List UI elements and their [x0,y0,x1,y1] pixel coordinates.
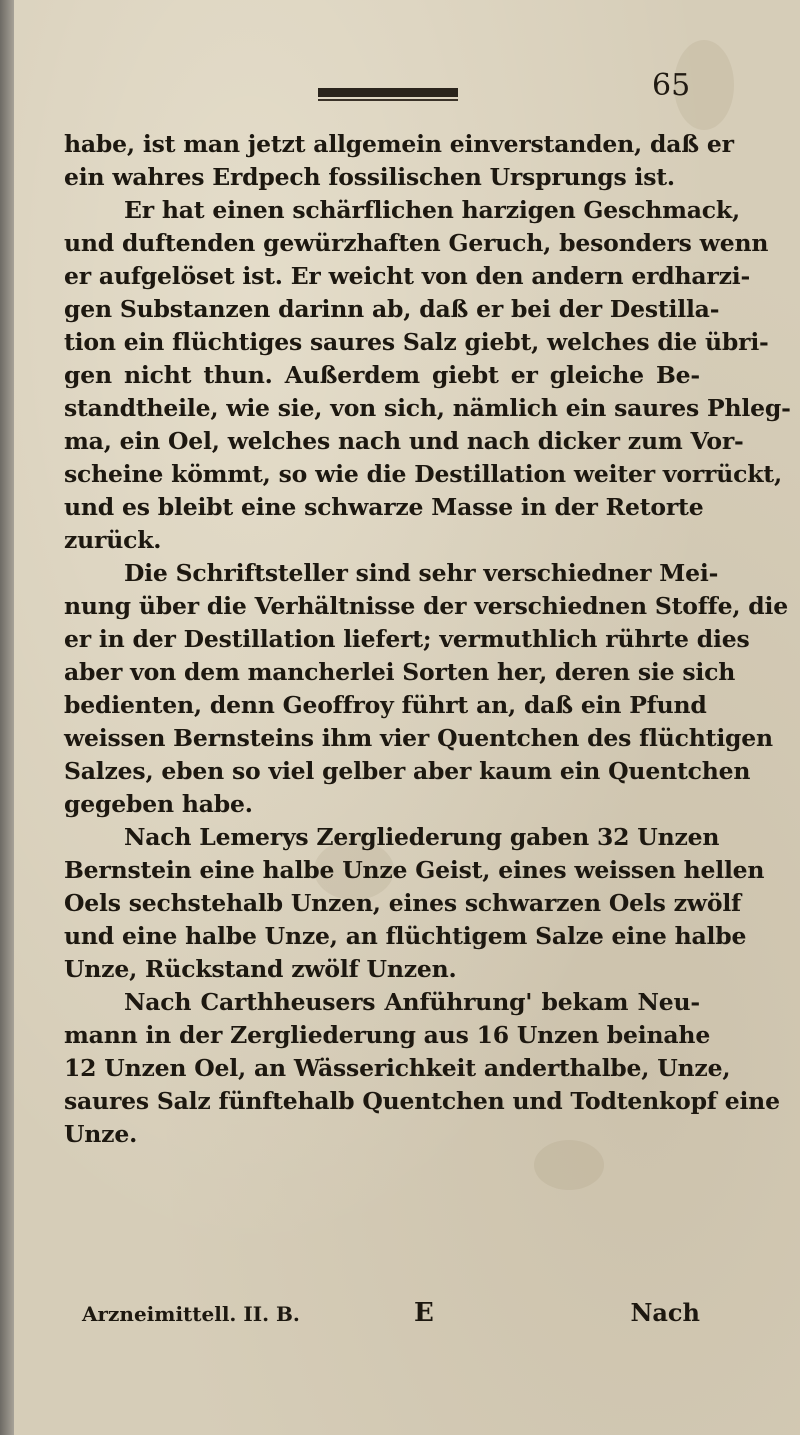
text-line: Die Schriftsteller sind sehr verschiedner Mei- [124,559,719,587]
text-line: tion ein flüchtiges saures Salz giebt, welches die übri- [64,328,769,356]
text-line: gen Substanzen darinn ab, daß er bei der Destilla- [64,295,720,323]
text-line: nung über die Verhältnisse der verschiednen Stoffe, die [64,592,789,620]
text-line: aber von dem mancherlei Sorten her, deren sie sich [64,658,736,686]
text-line: ma, ein Oel, welches nach und nach dicker zum Vor- [64,427,744,455]
text-line: Nach Lemerys Zergliederung gaben 32 Unzen [124,823,720,851]
text-line: Unze. [64,1120,138,1148]
text-line: und eine halbe Unze, an flüchtigem Salze eine halbe [64,922,747,950]
text-line: Salzes, eben so viel gelber aber kaum ein Quentchen [64,757,751,785]
body-text [64,128,791,1151]
text-line: Oels sechstehalb Unzen, eines schwarzen Oels zwölf [64,889,741,917]
text-line: Bernstein eine halbe Unze Geist, eines weissen hellen [64,856,765,884]
catchword: Nach [630,1298,700,1327]
text-line: ein wahres Erdpech fossilischen Ursprungs ist. [64,163,675,191]
text-line: Nach Carthheusers Anführung' bekam Neu- [124,988,700,1016]
text-line: und duftenden gewürzhaften Geruch, besonders wenn [64,229,769,257]
text-line: und es bleibt eine schwarze Masse in der Retorte [64,493,704,521]
text-line: mann in der Zergliederung aus 16 Unzen beinahe [64,1021,711,1049]
text-line: scheine kömmt, so wie die Destillation weiter vorrückt, [64,460,782,488]
text-line: bedienten, denn Geoffroy führt an, daß ein Pfund [64,691,707,719]
text-line: Unze, Rückstand zwölf Unzen. [64,955,457,983]
text-line: Er hat einen schärflichen harzigen Geschmack, [124,196,740,224]
text-line: weissen Bernsteins ihm vier Quentchen des flüchtigen [64,724,773,752]
header-ornament-rule [318,88,458,97]
text-line: er in der Destillation liefert; vermuthlich rührte dies [64,625,750,653]
text-line: zurück. [64,526,162,554]
page-footer [64,1298,700,1332]
text-line: er aufgelöset ist. Er weicht von den andern erdharzi- [64,262,751,290]
text-line: gen nicht thun. Außerdem giebt er gleiche Be- [64,361,700,389]
signature-title: Arzneimittell. II. B. [82,1302,300,1326]
text-line: saures Salz fünftehalb Quentchen und Todtenkopf eine [64,1087,780,1115]
text-line: gegeben habe. [64,790,253,818]
text-line: 12 Unzen Oel, an Wässerichkeit anderthalbe, Unze, [64,1054,731,1082]
page-number: 65 [652,68,691,103]
text-line: habe, ist man jetzt allgemein einverstanden, daß er [64,130,734,158]
signature-mark: E [414,1298,434,1328]
text-line: standtheile, wie sie, von sich, nämlich ein saures Phleg- [64,394,791,422]
